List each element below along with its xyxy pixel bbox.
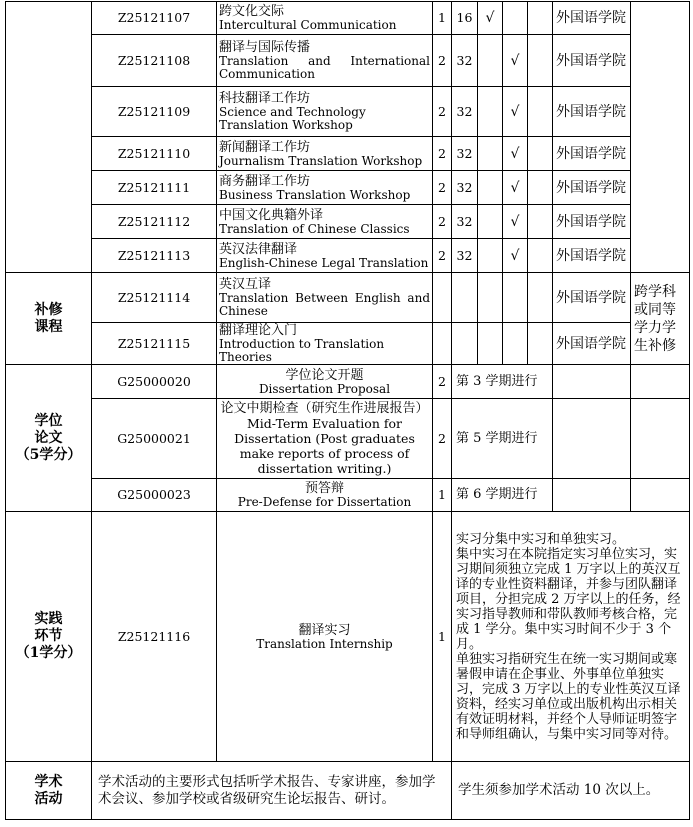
category-practice xyxy=(6,512,92,762)
item-code: G25000020 xyxy=(92,365,217,399)
course-credits: 2 xyxy=(433,239,452,273)
item-code: G25000021 xyxy=(92,399,217,479)
course-hours-empty xyxy=(452,323,478,365)
mark-cell-3 xyxy=(528,323,553,365)
item-name: 学位论文开题 Dissertation Proposal xyxy=(217,365,433,399)
course-dept: 外国语学院 xyxy=(553,273,631,323)
mark-cell-3 xyxy=(528,2,553,35)
course-dept: 外国语学院 xyxy=(553,171,631,205)
category-practice-line1: 实践 xyxy=(34,611,63,627)
practice-note-p3: 单独实习指研究生在统一实习期间或寒暑假申请在企事业、外事单位单独实习，完成 3 万字以上的专业性英汉互译资料，经实习单位或出版机构出示相关有效证明材料，并经个人导师证明签字和导师组确认，与集中实习同等对待。 xyxy=(456,651,681,742)
item-code: Z25121116 xyxy=(92,512,217,762)
course-hours: 32 xyxy=(452,35,478,87)
mark-cell-2: √ xyxy=(503,205,528,239)
course-code: Z25121115 xyxy=(92,323,217,365)
course-name: 英汉法律翻译 English-Chinese Legal Translation xyxy=(217,239,433,273)
item-note-empty xyxy=(631,399,690,479)
mark-cell-2: √ xyxy=(503,171,528,205)
category-academic-line1: 学术 xyxy=(34,773,63,790)
course-name: 科技翻译工作坊 Science and Technology Translation Workshop xyxy=(217,87,433,137)
course-dept: 外国语学院 xyxy=(553,35,631,87)
item-note-empty xyxy=(631,365,690,399)
course-code: Z25121110 xyxy=(92,137,217,171)
table-row xyxy=(6,35,690,87)
mark-cell-1 xyxy=(478,205,503,239)
course-dept: 外国语学院 xyxy=(553,239,631,273)
item-schedule: 第 5 学期进行 xyxy=(452,399,553,479)
item-dept-empty xyxy=(553,399,631,479)
mark-cell-1 xyxy=(478,137,503,171)
item-schedule: 第 6 学期进行 xyxy=(452,479,553,512)
mark-cell-2: √ xyxy=(503,137,528,171)
academic-description: 学术活动的主要形式包括听学术报告、专家讲座，参加学术会议、参加学校或省级研究生论坛报告、研讨。 xyxy=(92,762,452,820)
mark-cell-1: √ xyxy=(478,2,503,35)
course-dept: 外国语学院 xyxy=(553,205,631,239)
practice-note-p1: 实习分集中实习和单独实习。 xyxy=(456,531,626,547)
course-credits: 2 xyxy=(433,171,452,205)
item-credits: 2 xyxy=(433,399,452,479)
mark-cell-3 xyxy=(528,35,553,87)
item-dept-empty xyxy=(553,365,631,399)
course-hours: 32 xyxy=(452,87,478,137)
mark-cell-1 xyxy=(478,323,503,365)
table-row xyxy=(6,479,690,512)
mark-cell-2: √ xyxy=(503,35,528,87)
mark-cell-3 xyxy=(528,171,553,205)
category-cell-empty xyxy=(6,2,92,273)
item-credits: 2 xyxy=(433,365,452,399)
course-credits: 2 xyxy=(433,35,452,87)
mark-cell-3 xyxy=(528,87,553,137)
course-code: Z25121111 xyxy=(92,171,217,205)
item-credits: 1 xyxy=(433,512,452,762)
course-dept: 外国语学院 xyxy=(553,137,631,171)
course-credits-empty xyxy=(433,273,452,323)
course-hours-empty xyxy=(452,273,478,323)
course-name: 英汉互译 Translation Between English and Chinese xyxy=(217,273,433,323)
course-hours: 16 xyxy=(452,2,478,35)
item-note-empty xyxy=(631,479,690,512)
category-thesis-line2: 论文 xyxy=(34,429,63,446)
course-name: 新闻翻译工作坊 Journalism Translation Workshop xyxy=(217,137,433,171)
item-schedule: 第 3 学期进行 xyxy=(452,365,553,399)
item-name: 论文中期检查（研究生作进展报告） Mid-Term Evaluation for Dissertation (Post graduates make reports of process of dissertation writing.) xyxy=(217,399,433,479)
course-hours: 32 xyxy=(452,171,478,205)
category-remedial: 补修课程 xyxy=(6,273,92,365)
course-name: 跨文化交际 Intercultural Communication xyxy=(217,2,433,35)
table-row xyxy=(6,2,690,35)
table-row xyxy=(6,399,690,479)
note-cell-empty xyxy=(631,2,690,273)
course-credits: 2 xyxy=(433,205,452,239)
item-name: 预答辩 Pre-Defense for Dissertation xyxy=(217,479,433,512)
course-credits: 1 xyxy=(433,2,452,35)
category-thesis-line1: 学位 xyxy=(34,412,63,429)
category-thesis-line3: （5学分） xyxy=(15,446,82,463)
course-credits: 2 xyxy=(433,137,452,171)
course-code: Z25121108 xyxy=(92,35,217,87)
table-row xyxy=(6,205,690,239)
course-code: Z25121107 xyxy=(92,2,217,35)
course-dept: 外国语学院 xyxy=(553,87,631,137)
mark-cell-2: √ xyxy=(503,87,528,137)
mark-cell-3 xyxy=(528,273,553,323)
course-hours: 32 xyxy=(452,137,478,171)
item-name: 翻译实习 Translation Internship xyxy=(217,512,433,762)
course-name: 商务翻译工作坊 Business Translation Workshop xyxy=(217,171,433,205)
table-row xyxy=(6,171,690,205)
item-code: G25000023 xyxy=(92,479,217,512)
course-dept: 外国语学院 xyxy=(553,2,631,35)
practice-note-p2: 集中实习在本院指定实习单位实习，实习期间须独立完成 1 万字以上的英汉互译的专业性资料翻译，并参与团队翻译项目，分担完成 2 万字以上的任务，经实习指导教师和带队教师考核合格，完成 1 学分。集中实习时间不少于 3 个月。 xyxy=(456,546,681,652)
mark-cell-1 xyxy=(478,171,503,205)
category-academic xyxy=(6,762,92,820)
course-credits-empty xyxy=(433,323,452,365)
mark-cell-1 xyxy=(478,273,503,323)
mark-cell-1 xyxy=(478,35,503,87)
course-dept: 外国语学院 xyxy=(553,323,631,365)
category-practice-line2: 环节 xyxy=(34,628,63,644)
course-code: Z25121114 xyxy=(92,273,217,323)
mark-cell-3 xyxy=(528,239,553,273)
course-name: 翻译与国际传播 Translation and International Communication xyxy=(217,35,433,87)
course-table xyxy=(5,1,690,820)
course-code: Z25121112 xyxy=(92,205,217,239)
table-row xyxy=(6,365,690,399)
item-dept-empty xyxy=(553,479,631,512)
mark-cell-2 xyxy=(503,273,528,323)
mark-cell-3 xyxy=(528,137,553,171)
mark-cell-2: √ xyxy=(503,239,528,273)
course-credits: 2 xyxy=(433,87,452,137)
table-row xyxy=(6,137,690,171)
category-practice-line3: （1学分） xyxy=(15,645,82,661)
table-row xyxy=(6,512,690,762)
category-academic-line2: 活动 xyxy=(34,790,63,807)
mark-cell-1 xyxy=(478,239,503,273)
remedial-note: 跨学科或同等学力学生补修 xyxy=(631,273,690,365)
practice-note xyxy=(452,512,690,762)
mark-cell-3 xyxy=(528,205,553,239)
mark-cell-2 xyxy=(503,2,528,35)
course-code: Z25121113 xyxy=(92,239,217,273)
academic-requirement: 学生须参加学术活动 10 次以上。 xyxy=(452,762,690,820)
course-name: 翻译理论入门 Introduction to Translation Theories xyxy=(217,323,433,365)
table-row xyxy=(6,762,690,820)
table-row xyxy=(6,239,690,273)
table-row xyxy=(6,323,690,365)
course-hours: 32 xyxy=(452,239,478,273)
mark-cell-2 xyxy=(503,323,528,365)
category-thesis xyxy=(6,365,92,512)
course-hours: 32 xyxy=(452,205,478,239)
table-row xyxy=(6,87,690,137)
course-code: Z25121109 xyxy=(92,87,217,137)
table-row xyxy=(6,273,690,323)
item-credits: 1 xyxy=(433,479,452,512)
course-name: 中国文化典籍外译 Translation of Chinese Classics xyxy=(217,205,433,239)
mark-cell-1 xyxy=(478,87,503,137)
